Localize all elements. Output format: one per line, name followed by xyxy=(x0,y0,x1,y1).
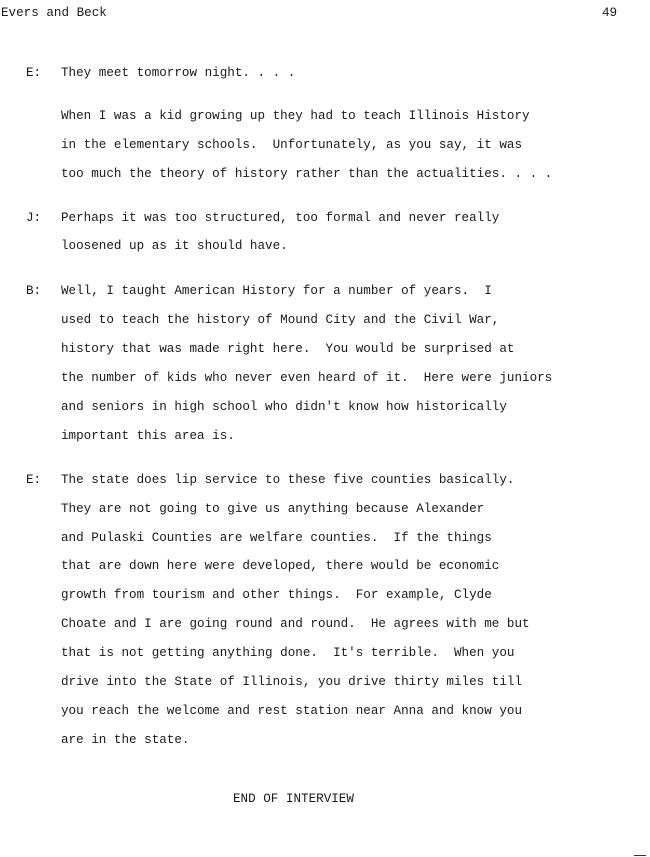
transcript-line: When I was a kid growing up they had to teach Illinois History xyxy=(61,109,530,123)
transcript-line: that are down here were developed, there would be economic xyxy=(61,559,500,573)
transcript-line: They meet tomorrow night. . . . xyxy=(61,66,296,80)
transcript-line: Perhaps it was too structured, too formal and never really xyxy=(61,211,500,225)
speaker-label: B: xyxy=(26,284,42,298)
transcript-line: loosened up as it should have. xyxy=(61,239,288,253)
transcript-line: drive into the State of Illinois, you drive thirty miles till xyxy=(61,675,523,689)
transcript-line: that is not getting anything done. It's terrible. When you xyxy=(61,646,515,660)
transcript-line: in the elementary schools. Unfortunately, as you say, it was xyxy=(61,138,523,152)
transcript-line: Choate and I are going round and round. He agrees with me but xyxy=(61,617,530,631)
speaker-label: E: xyxy=(26,473,42,487)
transcript-line: They are not going to give us anything because Alexander xyxy=(61,502,485,516)
speaker-label: E: xyxy=(26,66,42,80)
transcript-line: are in the state. xyxy=(61,733,190,747)
transcript-line: history that was made right here. You would be surprised at xyxy=(61,342,515,356)
transcript-line: the number of kids who never even heard of it. Here were juniors xyxy=(61,371,553,385)
end-of-interview: END OF INTERVIEW xyxy=(233,792,354,806)
transcript-line: used to teach the history of Mound City and the Civil War, xyxy=(61,313,500,327)
transcript-line: and Pulaski Counties are welfare counties. If the things xyxy=(61,531,492,545)
transcript-line: you reach the welcome and rest station near Anna and know you xyxy=(61,704,523,718)
page-header-author: Evers and Beck xyxy=(1,6,107,20)
page-edge-mark xyxy=(634,855,646,856)
page-number: 49 xyxy=(602,6,618,20)
transcript-line: important this area is. xyxy=(61,429,235,443)
speaker-label: J: xyxy=(26,211,42,225)
transcript-line: and seniors in high school who didn't know how historically xyxy=(61,400,507,414)
transcript-line: Well, I taught American History for a number of years. I xyxy=(61,284,492,298)
transcript-line: growth from tourism and other things. For example, Clyde xyxy=(61,588,492,602)
transcript-line: too much the theory of history rather than the actualities. . . . xyxy=(61,167,553,181)
transcript-line: The state does lip service to these five counties basically. xyxy=(61,473,515,487)
